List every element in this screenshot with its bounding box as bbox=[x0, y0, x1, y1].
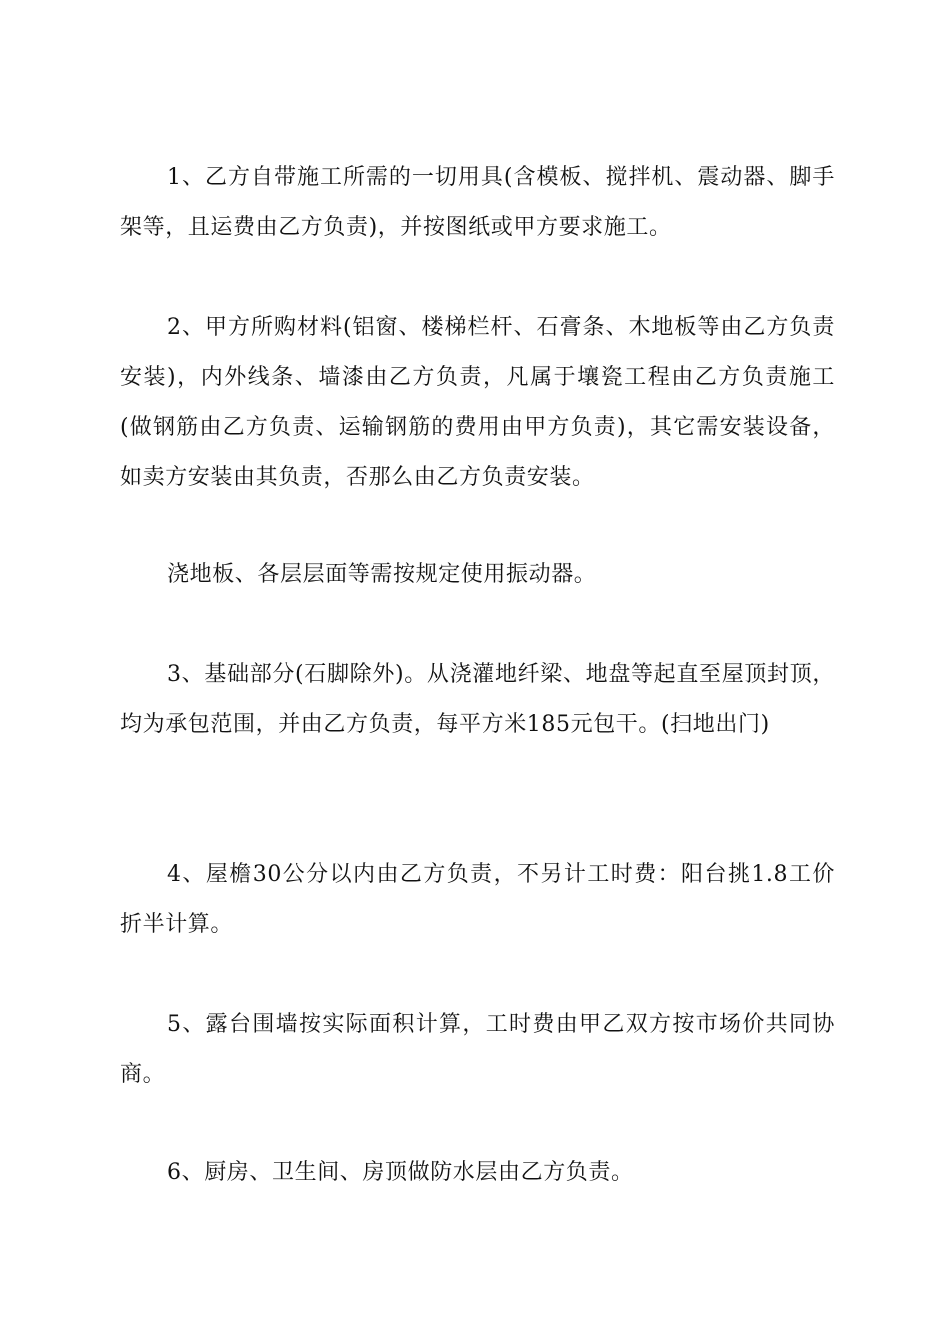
paragraph-item-5: 5、露台围墙按实际面积计算，工时费由甲乙双方按市场价共同协商。 bbox=[120, 1012, 835, 1087]
paragraph-item-4: 4、屋檐30公分以内由乙方负责，不另计工时费：阳台挑1.8工价折半计算。 bbox=[120, 862, 835, 937]
paragraph-item-1: 1、乙方自带施工所需的一切用具(含模板、搅拌机、震动器、脚手架等，且运费由乙方负责)，并按图纸或甲方要求施工。 bbox=[120, 165, 835, 240]
paragraph-item-2: 2、甲方所购材料(铝窗、楼梯栏杆、石膏条、木地板等由乙方负责安装)，内外线条、墙漆由乙方负责，凡属于壤瓷工程由乙方负责施工(做钢筋由乙方负责、运输钢筋的费用由甲方负责)，其它需安装设备，如卖方安装由其负责，否那么由乙方负责安装。 bbox=[120, 315, 835, 490]
paragraph-note-vibrator: 浇地板、各层层面等需按规定使用振动器。 bbox=[167, 562, 597, 587]
paragraph-item-6: 6、厨房、卫生间、房顶做防水层由乙方负责。 bbox=[167, 1160, 634, 1185]
paragraph-item-3: 3、基础部分(石脚除外)。从浇灌地纤梁、地盘等起直至屋顶封顶，均为承包范围，并由乙方负责，每平方米185元包干。(扫地出门) bbox=[120, 662, 835, 737]
